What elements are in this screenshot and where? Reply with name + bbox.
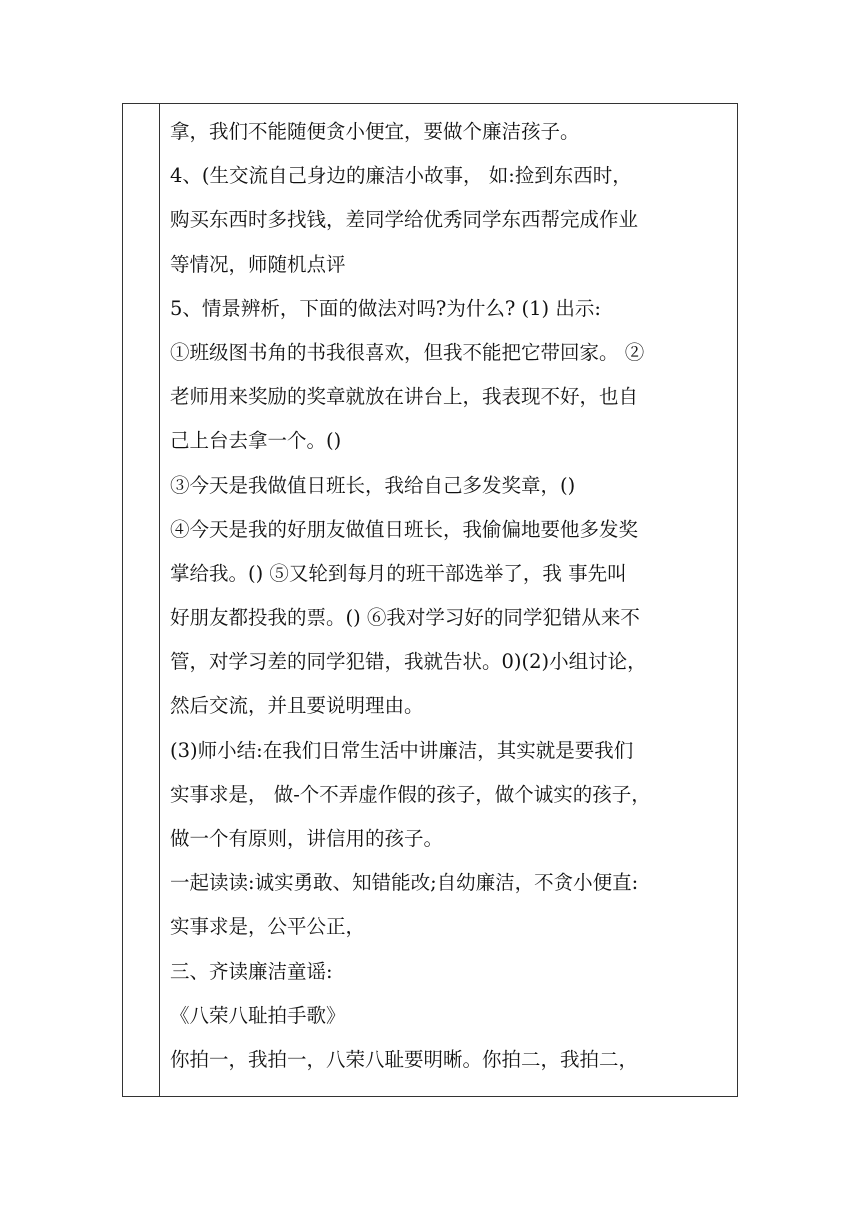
text-line: 做一个有原则，讲信用的孩子。 — [170, 827, 444, 850]
text-line: 己上台去拿一个。() — [170, 429, 342, 453]
text-line: 《八荣八耻拍手歌》 — [170, 1003, 346, 1027]
text-line: 管，对学习差的同学犯错，我就告状。0)(2)小组讨论， — [170, 650, 647, 674]
text-line: 你拍一，我拍一，八荣八耻要明晰。你拍二，我拍二， — [170, 1047, 639, 1071]
text-line: 等情况，师随机点评 — [170, 252, 346, 276]
text-line: 三、齐读廉洁童谣: — [170, 959, 333, 983]
text-line: 然后交流，并且要说明理由。 — [170, 694, 424, 718]
text-line: 购买东西时多找钱，差同学给优秀同学东西帮完成作业 — [170, 208, 639, 232]
text-line: 掌给我。() ⑤又轮到每月的班干部选举了，我 事先叫 — [170, 561, 627, 585]
text-line: 好朋友都投我的票。() ⑥我对学习好的同学犯错从来不 — [170, 606, 640, 630]
lesson-plan-table — [122, 103, 738, 1097]
text-line: ①班级图书角的书我很喜欢，但我不能把它带回家。 ② — [170, 340, 645, 364]
text-line: 实事求是， 做-个不弄虚作假的孩子，做个诚实的孩子， — [170, 782, 651, 806]
text-line: 一起读读:诚实勇敢、知错能改;自幼廉洁，不贪小便直: — [170, 871, 639, 895]
text-line: 拿，我们不能随便贪小便宜，要做个廉洁孩子。 — [170, 120, 580, 143]
text-line: ③今天是我做值日班长，我给自己多发奖章，() — [170, 473, 576, 497]
text-line: 实事求是，公平公正， — [170, 915, 366, 939]
text-line: (3)师小结:在我们日常生活中讲廉洁，其实就是要我们 — [170, 738, 634, 762]
text-line: 老师用来奖励的奖章就放在讲台上，我表现不好，也自 — [170, 385, 639, 409]
left-empty-column — [123, 104, 160, 1096]
lesson-content-cell — [161, 104, 737, 1096]
text-line: 5、情景辨析，下面的做法对吗?为什么? (1) 出示: — [170, 296, 601, 320]
text-line: ④今天是我的好朋友做值日班长，我偷偏地要他多发奖 — [170, 517, 639, 541]
text-line: 4、(生交流自己身边的廉洁小故事， 如:捡到东西时， — [170, 164, 632, 188]
